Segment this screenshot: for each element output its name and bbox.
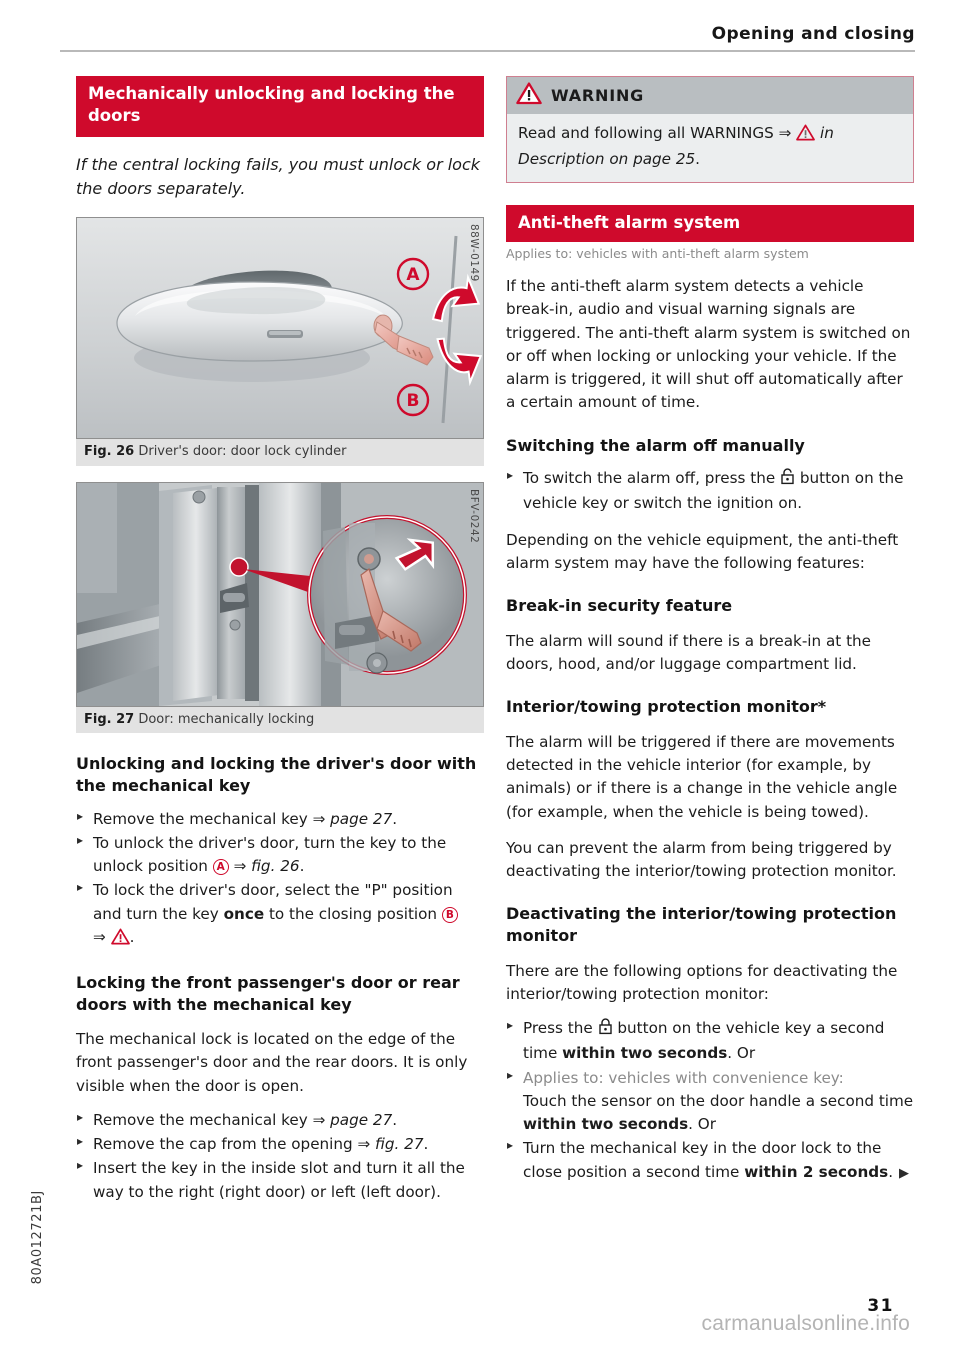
bullet-text: Press the	[523, 1019, 598, 1038]
heading-unlocking-locking-drivers-door: Unlocking and locking the driver's door with the mechanical key	[76, 754, 477, 795]
figure-27	[76, 482, 484, 734]
bullet-suffix: .	[423, 1135, 429, 1154]
heading-break-in-security: Break-in security feature	[506, 596, 733, 616]
bullet-end: . Or	[688, 1115, 716, 1134]
bullet-text: Remove the cap from the opening	[93, 1135, 358, 1154]
bullet-text: Remove the mechanical key	[93, 1110, 313, 1129]
warning-text	[507, 114, 913, 182]
applies-to-note: Applies to: vehicles with anti-theft alarm system	[506, 245, 809, 261]
figure-27-image	[76, 482, 484, 707]
figure-27-number: Fig. 27	[84, 711, 135, 727]
header-divider	[60, 50, 915, 52]
bullet-text: Insert the key in the inside slot and turn it all the way to the right (right door) or left (left door).	[93, 1159, 465, 1201]
warning-triangle-icon	[516, 82, 542, 109]
bullet-text: Remove the mechanical key	[93, 809, 313, 828]
list-item: ▸ To lock the driver's door, select the "P" position and turn the key once to the closing position B ⇒ .	[76, 879, 484, 952]
right-column	[506, 76, 914, 1185]
paragraph-deactivating-options: There are the following options for deactivating the interior/towing protection monitor:	[506, 961, 898, 1003]
bullet-emphasis: within two seconds	[523, 1115, 689, 1134]
figure-27-caption-text: Door: mechanically locking	[138, 711, 315, 727]
paragraph-interior-towing-monitor: The alarm will be triggered if there are movements detected in the vehicle interior (for example, by animals) or if there is a change in the vehicle angle (for example, when the vehicle is being towed).	[506, 732, 898, 821]
bullet-list-passenger-doors	[76, 1109, 484, 1204]
figure-26-marker-b: B	[406, 391, 420, 412]
continuation-arrow-icon: ▶	[899, 1165, 910, 1181]
figure-26-caption	[76, 439, 484, 466]
heading-interior-towing-monitor: Interior/towing protection monitor*	[506, 697, 827, 717]
page-title: Opening and closing	[711, 24, 915, 44]
page-header	[60, 24, 915, 52]
warning-text-pre: Read and following all WARNINGS	[518, 124, 779, 142]
cross-reference[interactable]: fig. 26	[251, 857, 300, 876]
bullet-text: Touch the sensor on the door handle a second time	[523, 1091, 914, 1110]
marker-b-inline: B	[442, 907, 458, 923]
bullet-text: To switch the alarm off, press the	[523, 469, 781, 488]
warning-label: WARNING	[551, 86, 645, 105]
bullet-list-drivers-door	[76, 808, 484, 953]
bullet-suffix: button on the vehicle key or switch the ignition on.	[523, 469, 904, 513]
cross-reference[interactable]: page 27	[330, 809, 393, 828]
page-number: 31	[867, 1296, 894, 1316]
door-handle-illustration	[77, 218, 483, 438]
list-item	[506, 467, 914, 516]
figure-26	[76, 217, 484, 466]
document-code: 80A012721BJ	[30, 1190, 45, 1285]
figure-26-caption-text: Driver's door: door lock cylinder	[138, 444, 347, 460]
unlock-button-icon	[780, 468, 795, 492]
bullet-list-switch-off	[506, 467, 914, 516]
applies-to-inline: Applies to: vehicles with convenience key:	[523, 1068, 844, 1087]
bullet-emphasis: once	[223, 904, 265, 923]
section-title-anti-theft-alarm: Anti-theft alarm system	[506, 205, 914, 242]
warning-triangle-icon	[111, 928, 130, 952]
lock-button-icon	[598, 1018, 613, 1042]
bullet-suffix: .	[392, 1110, 398, 1129]
paragraph-alarm-overview: If the anti-theft alarm system detects a vehicle break-in, audio and visual warning signals are triggered. The anti-theft alarm system is switched on or off when locking or unlocking your vehicle. If the alarm is triggered, it will shut off automatically after a certain amount of time.	[506, 277, 911, 412]
bullet-emphasis: within 2 seconds	[744, 1162, 889, 1181]
cross-reference[interactable]: fig. 27	[375, 1135, 424, 1154]
watermark: carmanualsonline.info	[701, 1312, 910, 1335]
list-item	[76, 1109, 484, 1132]
warning-triangle-icon-inline	[796, 124, 815, 148]
warning-text-end: .	[695, 149, 700, 168]
figure-27-caption	[76, 707, 484, 734]
heading-deactivating-monitor: Deactivating the interior/towing protection monitor	[506, 904, 897, 945]
heading-locking-passenger-rear-doors: Locking the front passenger's door or rear doors with the mechanical key	[76, 973, 460, 1014]
bullet-text: To unlock the driver's door, turn the key to the unlock position	[93, 833, 447, 876]
bullet-list-deactivation-options	[506, 1017, 914, 1184]
figure-26-id: 88W-0149	[468, 224, 480, 282]
bullet-text: Turn the mechanical key in the door lock to the close position a second time	[523, 1139, 882, 1181]
heading-switching-alarm-off: Switching the alarm off manually	[506, 435, 805, 455]
list-item	[506, 1067, 914, 1137]
arrow-ref-icon: ⇒	[312, 809, 326, 828]
paragraph-depending-equipment: Depending on the vehicle equipment, the anti-theft alarm system may have the following features:	[506, 530, 899, 572]
warning-header	[507, 77, 913, 114]
bullet-text: To lock the driver's door, select the "P" position and turn the key	[93, 881, 453, 923]
paragraph-prevent-alarm: You can prevent the alarm from being triggered by deactivating the interior/towing protection monitor.	[506, 838, 897, 881]
arrow-ref-icon: ⇒	[93, 927, 106, 946]
left-column	[76, 76, 484, 1205]
list-item	[76, 1157, 484, 1204]
list-item	[506, 1017, 914, 1066]
arrow-ref-icon: ⇒	[357, 1135, 371, 1154]
section-title-mechanical-unlocking: Mechanically unlocking and locking the doors	[76, 76, 484, 137]
list-item	[76, 832, 484, 879]
bullet-suffix: button on the vehicle key a second time	[523, 1019, 885, 1063]
arrow-ref-icon: ⇒	[778, 124, 792, 142]
paragraph-mechanical-lock-location: The mechanical lock is located on the edge of the front passenger's door and the rear doors. It is only visible when the door is open.	[76, 1030, 468, 1095]
bullet-suffix: .	[392, 809, 398, 828]
list-item	[76, 1133, 484, 1156]
intro-paragraph: If the central locking fails, you must unlock or lock the doors separately.	[76, 154, 481, 198]
marker-a-inline: A	[213, 859, 229, 875]
figure-27-id: BFV-0242	[468, 488, 480, 544]
list-item	[506, 1137, 914, 1184]
warning-box	[506, 76, 914, 183]
figure-26-marker-a: A	[406, 265, 420, 286]
bullet-end: .	[888, 1162, 894, 1181]
bullet-end: . Or	[727, 1044, 756, 1063]
door-edge-illustration	[77, 483, 483, 706]
figure-26-number: Fig. 26	[84, 444, 135, 460]
bullet-emphasis: within two seconds	[562, 1044, 728, 1063]
figure-26-image	[76, 217, 484, 439]
warning-reference[interactable]: in Description on page 25	[518, 124, 834, 168]
cross-reference[interactable]: page 27	[330, 1110, 393, 1129]
bullet-suffix: .	[299, 857, 305, 876]
arrow-ref-icon: ⇒	[233, 857, 247, 876]
paragraph-break-in-security: The alarm will sound if there is a break-in at the doors, hood, and/or luggage compartment lid.	[506, 631, 871, 674]
bullet-text-mid: to the closing position	[264, 904, 442, 923]
arrow-ref-icon: ⇒	[312, 1110, 326, 1129]
list-item	[76, 808, 484, 831]
